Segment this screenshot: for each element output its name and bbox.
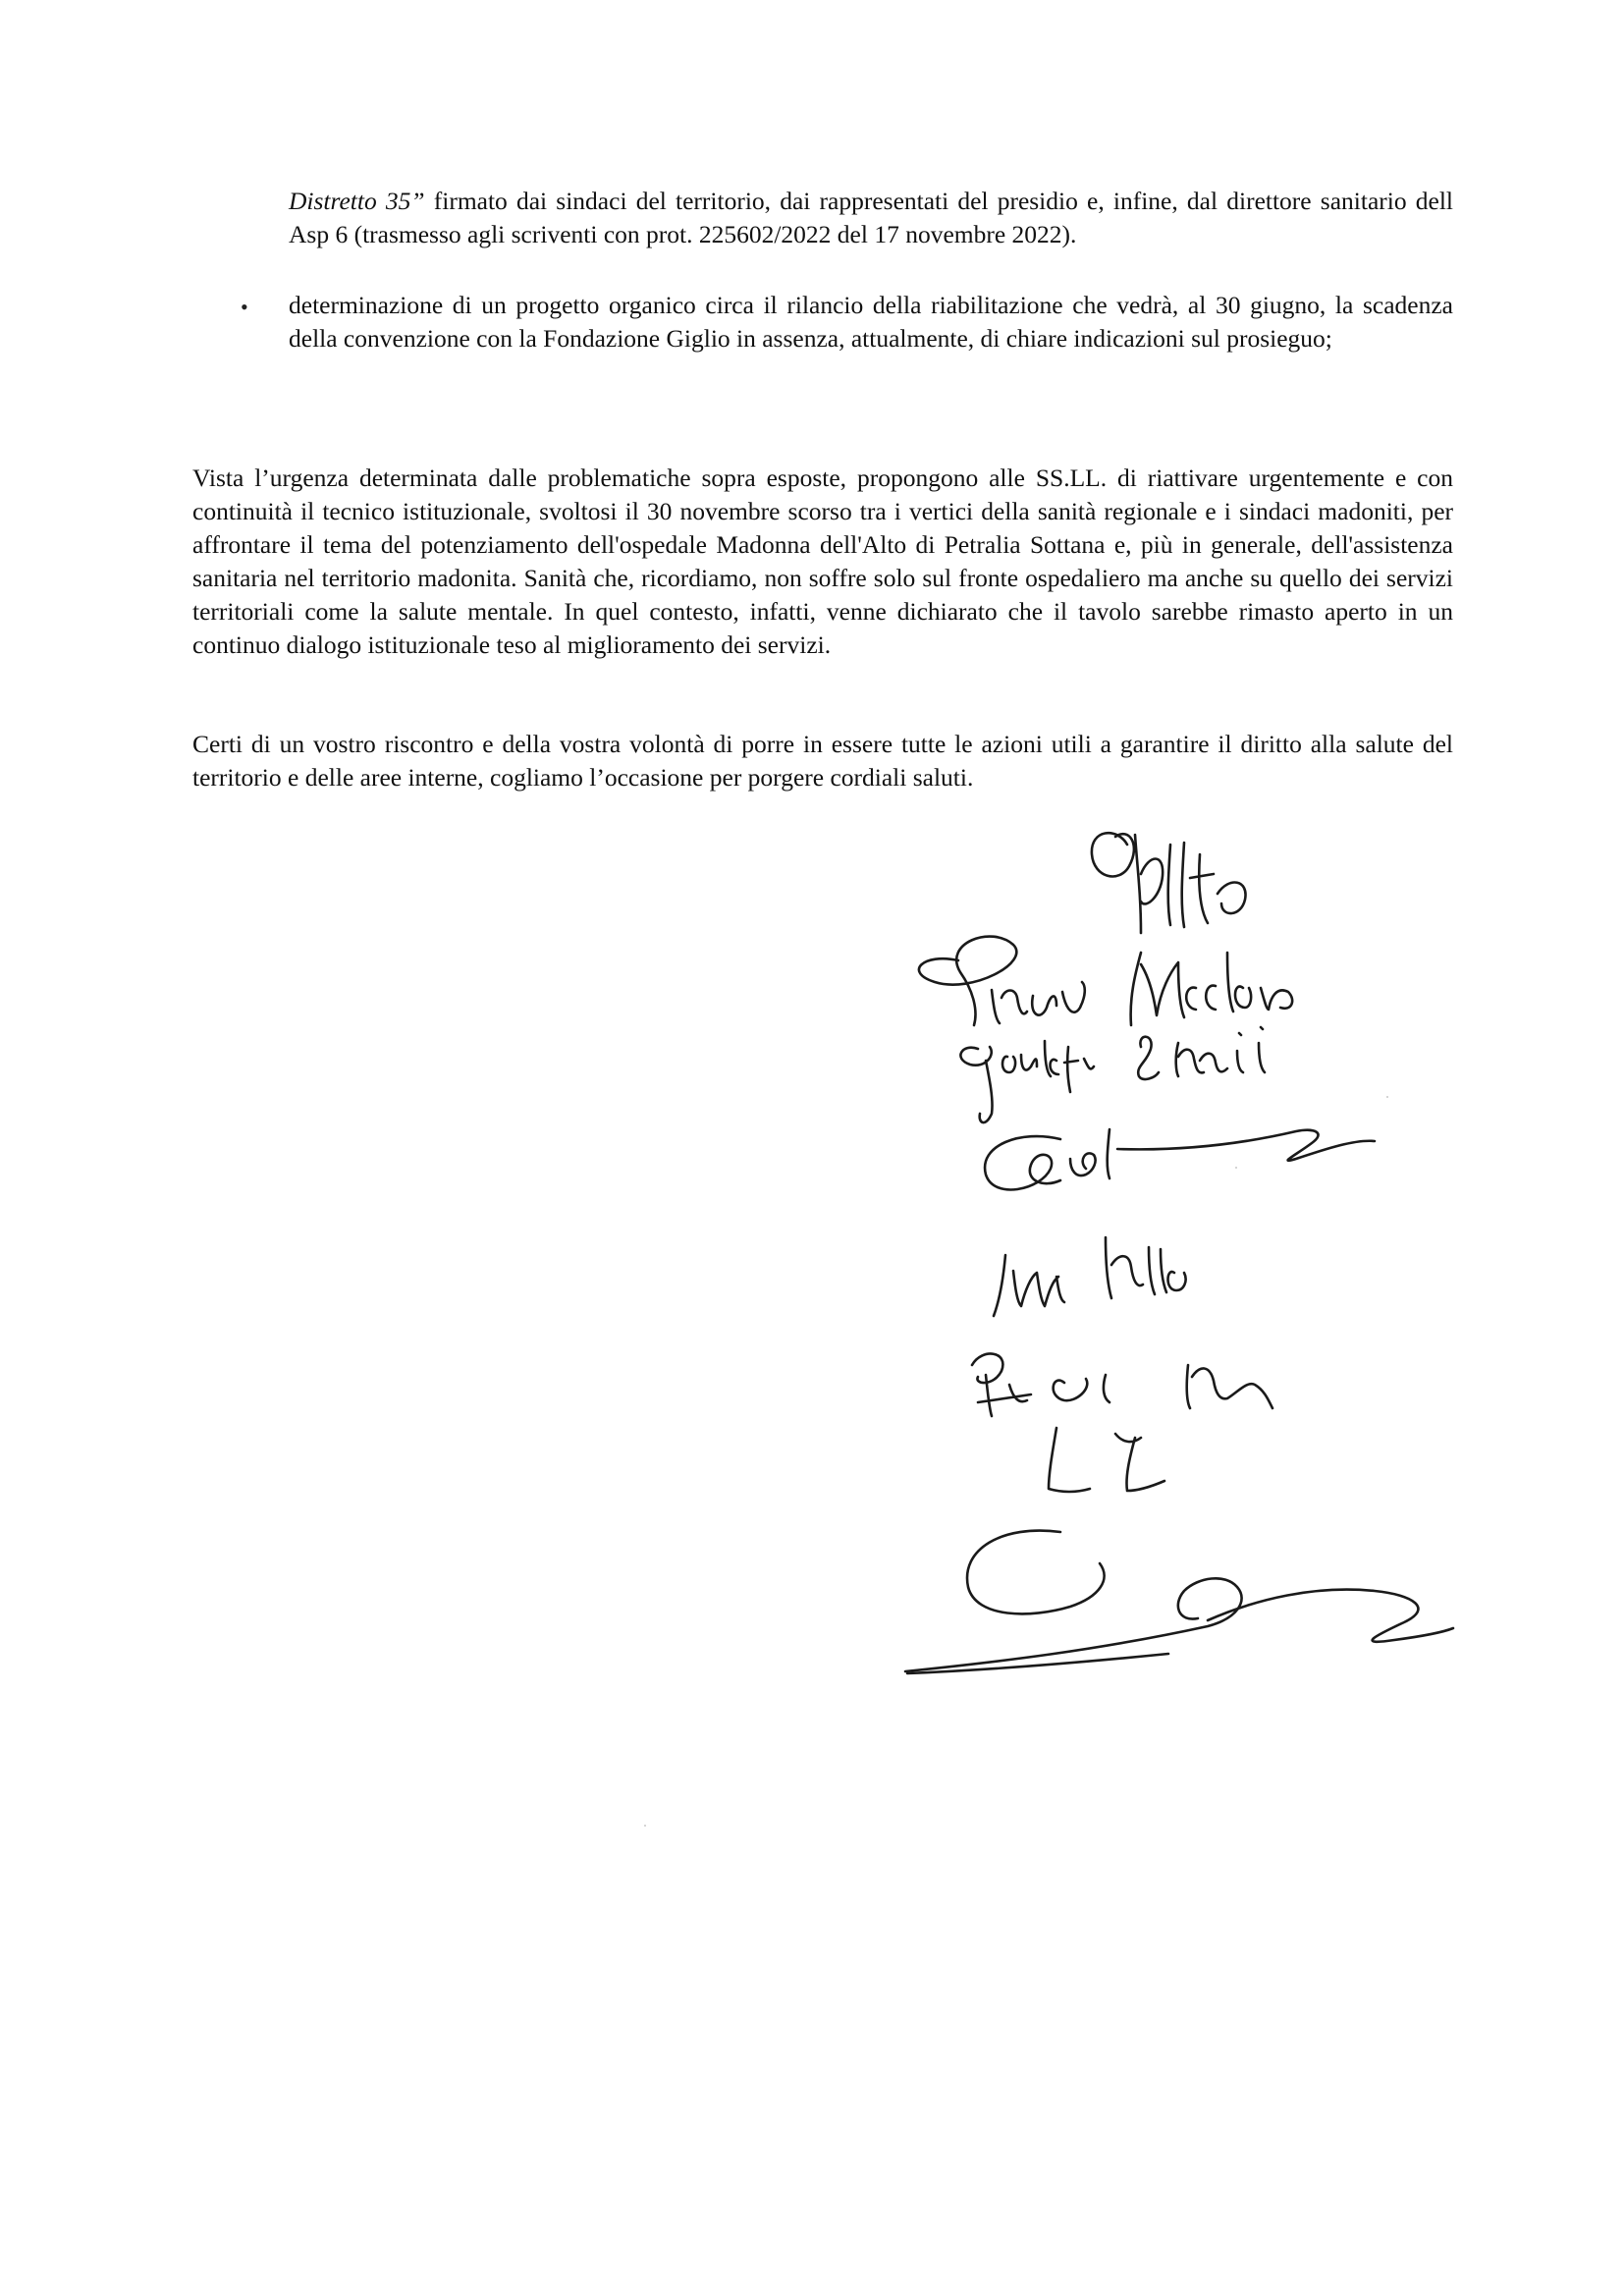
- signature-8: [905, 1531, 1453, 1673]
- signature-2: [919, 937, 1292, 1025]
- district-reference: Distretto 35”: [289, 187, 425, 215]
- paragraph-closing: Certi di un vostro riscontro e della vostra volontà di porre in essere tutte le azioni utili a garantire il diritto alla salute del territorio e delle aree interne, cogliamo l’occasione per porgere cordiali saluti.: [192, 730, 1453, 792]
- continuation-paragraph: [289, 185, 1453, 251]
- handwritten-signatures: [884, 815, 1492, 1699]
- signature-5: [994, 1237, 1186, 1316]
- signature-3: [960, 1027, 1265, 1122]
- signatures-block: [884, 815, 1492, 1699]
- signature-1: [1092, 833, 1246, 933]
- continuation-text: firmato dai sindaci del territorio, dai rappresentati del presidio e, infine, dal direttore sanitario dell Asp 6 (trasmesso agli scriventi con prot. 225602/2022 del 17 novembre 2022).: [289, 187, 1453, 248]
- scan-speck: [1386, 1096, 1388, 1098]
- bullet-marker: •: [241, 295, 248, 319]
- signature-6: [972, 1354, 1272, 1416]
- scan-speck: [1235, 1167, 1237, 1169]
- paragraph-urgency: Vista l’urgenza determinata dalle problematiche sopra esposte, propongono alle SS.LL. di riattivare urgentemente e con continuità il tecnico istituzionale, svoltosi il 30 novembre scorso tra i vertici della sanità regionale e i sindaci madoniti, per affrontare il tema del potenziamento dell'ospedale Madonna dell'Alto di Petralia Sottana e, più in generale, dell'assistenza sanitaria nel territorio madonita. Sanità che, ricordiamo, non soffre solo sul fronte ospedaliero ma anche su quello dei servizi territoriali come la salute mentale. In quel contesto, infatti, venne dichiarato che il tavolo sarebbe rimasto aperto in un continuo dialogo istituzionale teso al miglioramento dei servizi.: [192, 464, 1453, 659]
- signature-4: [985, 1129, 1375, 1189]
- scan-speck: [644, 1825, 646, 1827]
- bullet-item-rehabilitation: determinazione di un progetto organico circa il rilancio della riabilitazione che vedrà, al 30 giugno, la scadenza della convenzione con la Fondazione Giglio in assenza, attualmente, di chiare indicazioni sul prosieguo;: [289, 291, 1453, 353]
- signature-7: [1049, 1428, 1164, 1492]
